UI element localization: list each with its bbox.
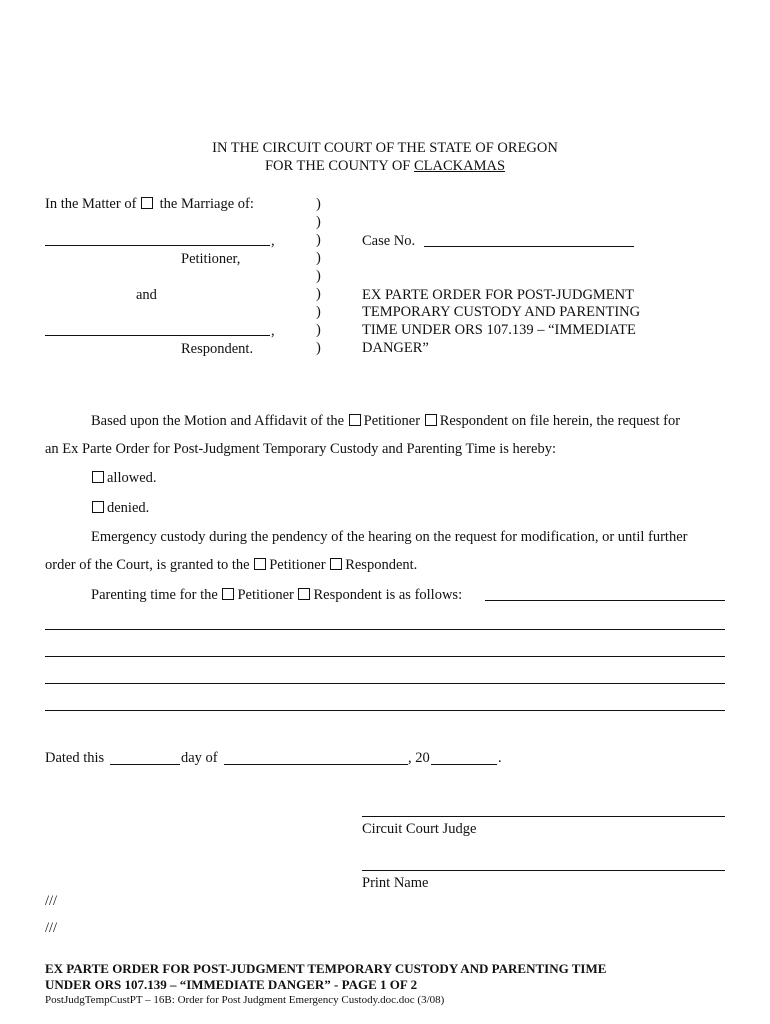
parenting-text: Parenting time for the [91, 587, 218, 603]
matter-line [45, 196, 254, 213]
dated-prefix: Dated this [45, 750, 105, 766]
print-name-label: Print Name [362, 875, 429, 891]
parenting-time-field[interactable] [45, 710, 725, 711]
custody-petitioner-label: Petitioner [269, 557, 326, 573]
allowed-label: allowed. [107, 470, 157, 486]
custody-respondent-label: Respondent. [345, 557, 418, 573]
motion-petitioner-label: Petitioner [363, 413, 421, 429]
parenting-time-field[interactable] [45, 629, 725, 630]
motion-petitioner-checkbox[interactable] [349, 414, 361, 426]
continuation-marks: /// [45, 893, 58, 909]
parenting-time-line [91, 587, 462, 604]
custody-paragraph-line2 [45, 557, 417, 574]
parenting-respondent-label: Respondent is as follows: [313, 587, 463, 603]
dated-year-prefix: , 20 [408, 750, 430, 766]
respondent-label: Respondent. [181, 341, 254, 357]
order-title-line4: DANGER” [362, 340, 429, 356]
footer-file-reference: PostJudgTempCustPT – 16B: Order for Post Judgment Emergency Custody.doc.doc (3/08) [45, 994, 445, 1006]
and-label: and [136, 287, 157, 303]
motion-respondent-checkbox[interactable] [425, 414, 437, 426]
footer-title-line2: UNDER ORS 107.139 – “IMMEDIATE DANGER” - PAGE 1 OF 2 [45, 977, 418, 992]
parenting-respondent-checkbox[interactable] [298, 588, 310, 600]
custody-respondent-checkbox[interactable] [330, 558, 342, 570]
petitioner-name-field[interactable] [45, 245, 270, 246]
matter-prefix: In the Matter of [45, 196, 137, 212]
custody-petitioner-checkbox[interactable] [254, 558, 266, 570]
judge-signature-label: Circuit Court Judge [362, 821, 477, 837]
caption-paren: ) [316, 304, 321, 320]
custody-text: order of the Court, is granted to the [45, 557, 250, 573]
judge-signature-field[interactable] [362, 816, 725, 817]
motion-paragraph-line2: an Ex Parte Order for Post-Judgment Temporary Custody and Parenting Time is hereby: [45, 441, 556, 457]
caption-paren: ) [316, 196, 321, 212]
parenting-time-field[interactable] [45, 683, 725, 684]
petitioner-comma: , [271, 233, 275, 249]
footer-title-line1: EX PARTE ORDER FOR POST-JUDGMENT TEMPORARY CUSTODY AND PARENTING TIME [45, 961, 607, 976]
parenting-time-field[interactable] [485, 600, 725, 601]
petitioner-label: Petitioner, [181, 251, 241, 267]
dated-month-field[interactable] [224, 764, 408, 765]
denied-label: denied. [107, 500, 150, 516]
allowed-checkbox[interactable] [92, 471, 104, 483]
caption-paren: ) [316, 340, 321, 356]
dated-period: . [498, 750, 502, 766]
respondent-comma: , [271, 323, 275, 339]
caption-paren: ) [316, 250, 321, 266]
county-line [0, 158, 770, 175]
dated-day-of: day of [181, 750, 218, 766]
case-no-label: Case No. [362, 233, 416, 249]
dated-year-field[interactable] [431, 764, 497, 765]
denied-checkbox[interactable] [92, 501, 104, 513]
county-prefix: FOR THE COUNTY OF [264, 158, 414, 174]
order-title-line2: TEMPORARY CUSTODY AND PARENTING [362, 304, 641, 320]
caption-paren: ) [316, 232, 321, 248]
allowed-option [91, 470, 157, 487]
county-name: CLACKAMAS [414, 158, 506, 174]
dated-day-field[interactable] [110, 764, 180, 765]
caption-paren: ) [316, 214, 321, 230]
motion-text: Based upon the Motion and Affidavit of the [91, 413, 345, 429]
parenting-petitioner-checkbox[interactable] [222, 588, 234, 600]
continuation-marks: /// [45, 920, 58, 936]
caption-paren: ) [316, 322, 321, 338]
caption-paren: ) [316, 286, 321, 302]
order-title-line1: EX PARTE ORDER FOR POST-JUDGMENT [362, 287, 634, 303]
order-title-line3: TIME UNDER ORS 107.139 – “IMMEDIATE [362, 322, 636, 338]
matter-suffix: the Marriage of: [159, 196, 254, 212]
marriage-checkbox[interactable] [141, 197, 153, 209]
caption-paren: ) [316, 268, 321, 284]
custody-paragraph-line1: Emergency custody during the pendency of the hearing on the request for modification, or until further [91, 529, 688, 545]
court-name-line1: IN THE CIRCUIT COURT OF THE STATE OF OREGON [212, 140, 558, 156]
parenting-time-field[interactable] [45, 656, 725, 657]
respondent-name-field[interactable] [45, 335, 270, 336]
parenting-petitioner-label: Petitioner [237, 587, 294, 603]
denied-option [91, 500, 149, 517]
print-name-field[interactable] [362, 870, 725, 871]
motion-respondent-label: Respondent on file herein, the request for [439, 413, 681, 429]
case-no-field[interactable] [424, 246, 634, 247]
motion-paragraph-line1 [91, 413, 680, 430]
